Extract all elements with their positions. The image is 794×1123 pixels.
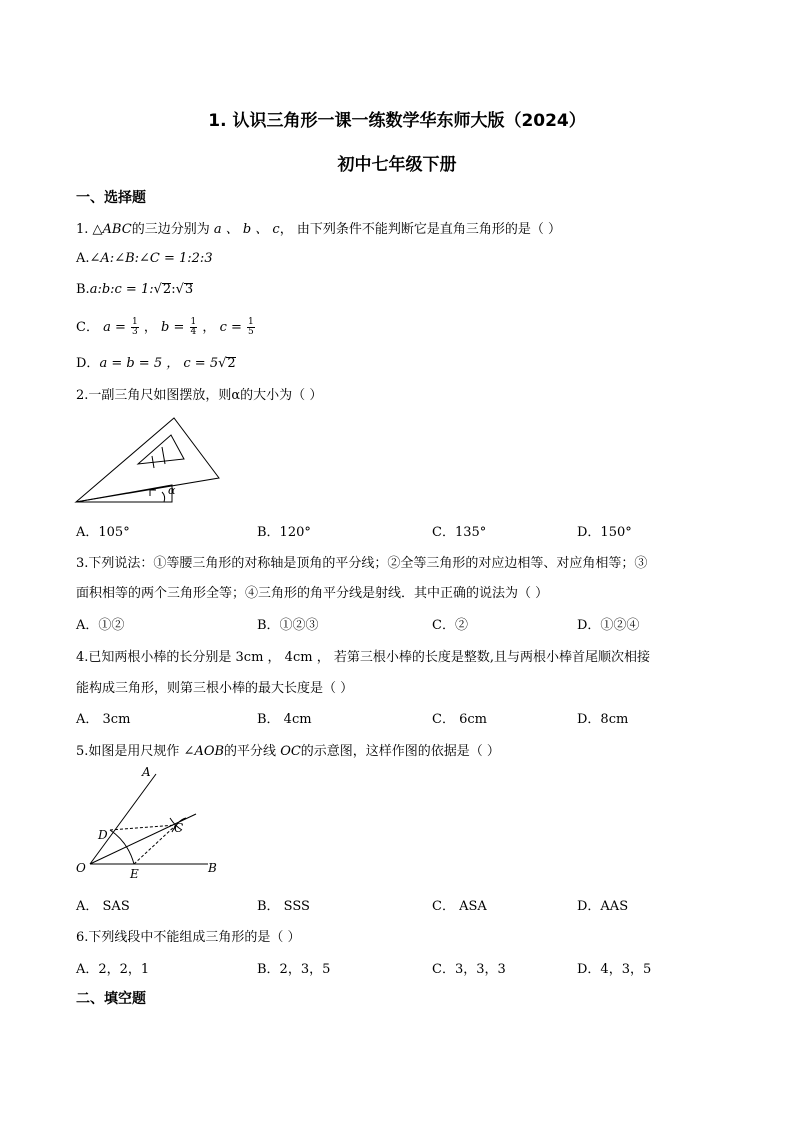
question-5-stem	[76, 740, 500, 759]
dashed-segment-dc	[110, 825, 176, 830]
q1-option-b-root2: 2	[162, 282, 172, 297]
question-1-option-d	[76, 352, 236, 371]
q5-option-a: A． SAS	[76, 899, 130, 914]
q1-triangle-name: ABC	[102, 222, 132, 237]
question-1-option-a	[76, 251, 213, 266]
q1-side-vars: a 、 b 、 c	[213, 222, 280, 237]
q5-option-c: C． ASA	[432, 899, 487, 914]
alpha-label: α	[168, 484, 176, 497]
question-6-stem: 6.下列线段中不能组成三角形的是（ ）	[76, 930, 301, 945]
question-3-line-2: 面积相等的两个三角形全等；④三角形的角平分线是射线．其中正确的说法为（ ）	[76, 586, 549, 601]
q1-option-d-math2: c = 5	[183, 356, 219, 371]
section-heading-choice: 一、选择题	[76, 190, 146, 206]
q3-option-a: A．①②	[76, 618, 125, 633]
q1-option-b-label: B.	[76, 282, 90, 297]
fraction-denominator: 5	[248, 327, 254, 337]
label-b: B	[208, 861, 217, 875]
q6-option-c: C．3，3，3	[432, 962, 506, 977]
question-4-line-1: 4.已知两根小棒的长分别是 3cm ， 4cm ， 若第三根小棒的长度是整数,且与两根小棒首尾顺次相接	[76, 650, 650, 665]
fraction-denominator: 4	[190, 327, 197, 337]
q4-option-a: A． 3cm	[76, 712, 131, 727]
question-4-line-2: 能构成三角形，则第三根小棒的最大长度是（ ）	[76, 681, 354, 696]
sqrt-icon: √	[175, 282, 184, 297]
q1-option-c-b-fraction	[190, 318, 198, 337]
q3-option-d: D．①②④	[577, 618, 640, 633]
q3-option-b: B．①②③	[257, 618, 319, 633]
q6-option-d: D．4，3，5	[577, 962, 652, 977]
question-1-option-c	[76, 316, 256, 337]
q3-option-c: C．②	[432, 618, 468, 633]
triangle-ruler-large-cutout	[138, 435, 184, 464]
ray-oa	[90, 774, 156, 864]
right-angle-mark	[150, 490, 156, 496]
section-heading-fill: 二、填空题	[76, 991, 146, 1007]
q5-bisector-name: OC	[280, 744, 301, 759]
q6-option-b: B．2，3，5	[257, 962, 331, 977]
q1-option-c-separator: ，	[143, 320, 157, 335]
q5-stem-suffix: 的示意图，这样作图的依据是（ ）	[300, 744, 500, 759]
q1-stem-prefix: 1. △	[76, 222, 103, 237]
q1-option-c-separator: ，	[202, 320, 216, 335]
q1-option-c-b: b =	[161, 320, 185, 335]
question-2-stem: 2.一副三角尺如图摆放，则α的大小为（ ）	[76, 388, 323, 403]
q1-option-c-c-fraction	[247, 318, 255, 337]
q1-option-b-colon: :	[171, 282, 176, 297]
q1-option-c-label: C．	[76, 320, 99, 335]
label-e: E	[130, 867, 139, 880]
triangle-ruler-small	[76, 485, 172, 502]
q5-stem-prefix: 5.如图是用尺规作	[76, 744, 184, 759]
label-a: A	[142, 765, 151, 779]
q4-option-d: D．8cm	[577, 712, 629, 727]
question-3-line-1: 3.下列说法：①等腰三角形的对称轴是顶角的平分线；②全等三角形的对应边相等、对应角相等；③	[76, 556, 648, 571]
question-1-option-b	[76, 282, 193, 297]
q1-option-a-label: A.	[76, 251, 90, 266]
q6-option-a: A．2，2，1	[76, 962, 150, 977]
q1-option-a-math: ∠A:∠B:∠C = 1:2:3	[89, 251, 213, 266]
q5-stem-mid: 的平分线	[224, 744, 281, 759]
q2-option-c: C．135°	[432, 525, 487, 540]
q1-option-b-math: a:b:c = 1:	[89, 282, 154, 297]
sqrt-icon: √	[218, 356, 227, 371]
q1-option-c-a: a =	[103, 320, 126, 335]
q2-option-d: D．150°	[577, 525, 632, 540]
set-squares-figure	[74, 414, 224, 506]
fraction-numerator: 1	[190, 317, 197, 327]
q1-stem-suffix: ， 由下列条件不能判断它是直角三角形的是（ ）	[279, 222, 561, 237]
q1-option-b-root3: 3	[184, 282, 194, 297]
fraction-denominator: 3	[132, 327, 138, 337]
sqrt-icon: √	[153, 282, 162, 297]
construction-arc-de	[110, 830, 134, 864]
q2-option-a: A．105°	[76, 525, 130, 540]
q1-option-d-label: D．	[76, 356, 100, 371]
alpha-arc	[162, 492, 165, 502]
angle-bisector-figure	[72, 764, 232, 880]
q5-option-d: D．AAS	[577, 899, 629, 914]
dashed-segment-ec	[134, 825, 176, 864]
label-c: C	[174, 821, 184, 835]
q1-option-d-math1: a = b = 5 ，	[99, 356, 180, 371]
q5-option-b: B． SSS	[257, 899, 310, 914]
label-o: O	[76, 861, 86, 875]
q2-option-b: B．120°	[257, 525, 311, 540]
q5-angle-name: ∠AOB	[183, 744, 225, 759]
q1-option-d-root2: 2	[227, 356, 236, 371]
fraction-numerator: 1	[248, 317, 254, 327]
fraction-numerator: 1	[132, 317, 138, 327]
document-title: 1. 认识三角形一课一练数学华东师大版（2024）	[208, 111, 586, 131]
q1-option-c-c: c =	[219, 320, 242, 335]
q4-option-c: C． 6cm	[432, 712, 487, 727]
label-d: D	[98, 828, 108, 842]
q4-option-b: B． 4cm	[257, 712, 312, 727]
q1-stem-mid: 的三边分别为	[131, 222, 214, 237]
q1-option-c-a-fraction	[131, 318, 139, 337]
question-1-stem	[76, 218, 561, 237]
document-subtitle: 初中七年级下册	[337, 155, 457, 175]
